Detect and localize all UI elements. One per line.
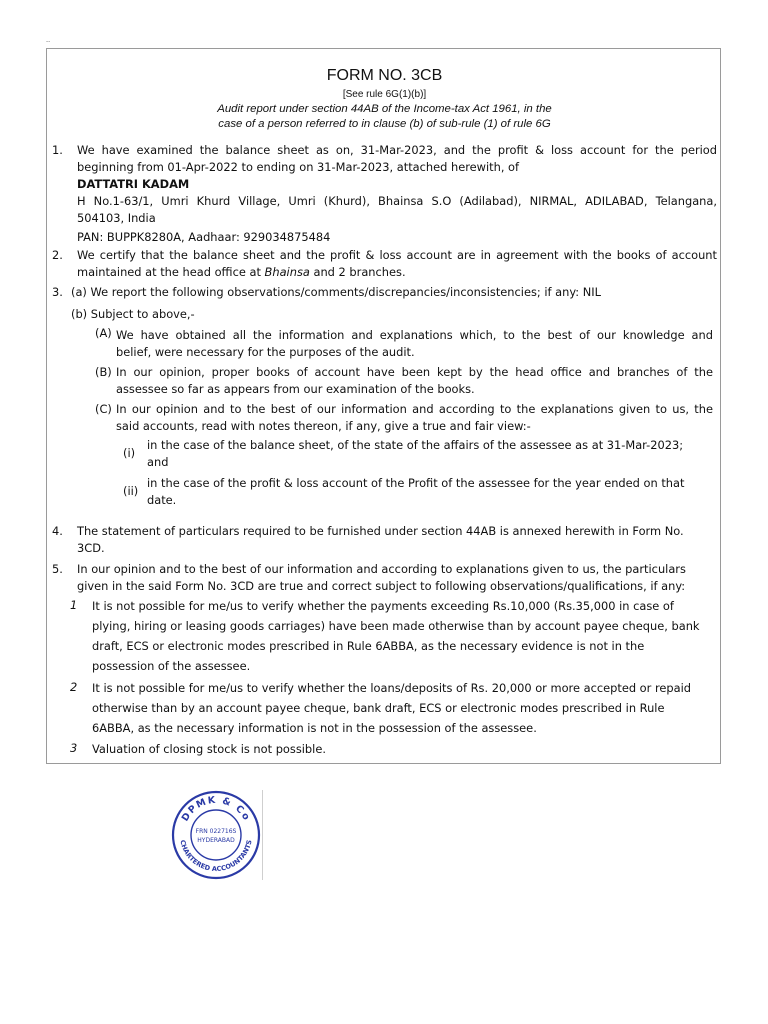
para-3C-ii-line-1: in the case of the profit & loss account of the Profit of the assessee for the year ended on that xyxy=(147,476,685,490)
qualification-2-number: 2 xyxy=(70,680,78,694)
para-3C-label: (C) xyxy=(95,402,112,416)
head-office-place: Bhainsa xyxy=(264,265,310,279)
para-5-number: 5. xyxy=(52,562,63,576)
assessee-address-line-2: 504103, India xyxy=(77,211,156,225)
para-2-line-2 xyxy=(77,264,406,281)
qualification-3-line-1: Valuation of closing stock is not possible. xyxy=(92,742,326,756)
para-3C-ii-label: (ii) xyxy=(123,484,139,498)
para-3C-ii-line-2: date. xyxy=(147,493,177,507)
para-5-line-2: given in the said Form No. 3CD are true and correct subject to following observations/qualifications, if any: xyxy=(77,579,686,593)
para-3C-i-label: (i) xyxy=(123,446,136,460)
qualification-1-line-2: plying, hiring or leasing goods carriages) have been made otherwise than by account payee cheque, bank xyxy=(92,619,700,633)
form-rule-reference: [See rule 6G(1)(b)] xyxy=(342,89,427,100)
qualification-2-line-1: It is not possible for me/us to verify whether the loans/deposits of Rs. 20,000 or more accepted or repaid xyxy=(92,681,691,695)
qualification-2-line-3: 6ABBA, as the necessary information is not in the possession of the assessee. xyxy=(92,721,537,735)
para-4-line-2: 3CD. xyxy=(77,541,105,555)
para-3C-i-line-2: and xyxy=(147,455,169,469)
qualification-1 xyxy=(92,596,700,676)
qualification-2-line-2: otherwise than by an account payee cheque, bank draft, ECS or electronic modes prescribed in Rule xyxy=(92,701,665,715)
para-3b-subject-to: (b) Subject to above,- xyxy=(71,307,195,321)
para-3C-line-1: In our opinion and to the best of our information and according to the explanations given to us, the xyxy=(116,402,713,416)
para-3B-line-1: In our opinion, proper books of account have been kept by the head office and branches of the xyxy=(116,365,713,379)
seal-city: HYDERABAD xyxy=(197,837,235,844)
qualification-1-line-4: possession of the assessee. xyxy=(92,659,251,673)
para-3-number: 3. xyxy=(52,285,63,299)
ca-firm-seal-stamp xyxy=(168,790,264,880)
assessee-name: DATTATRI KADAM xyxy=(77,177,190,191)
para-3A-line-1: We have obtained all the information and explanations which, to the best of our knowledge and xyxy=(116,328,713,342)
para-2-line-1: We certify that the balance sheet and the profit & loss account are in agreement with the books of account xyxy=(77,248,717,262)
qualification-1-line-3: draft, ECS or electronic modes prescribed in Rule 6ABBA, as the necessary evidence is not in the xyxy=(92,639,645,653)
qualification-3-number: 3 xyxy=(70,741,78,755)
para-3B-line-2: assessee so far as appears from our examination of the books. xyxy=(116,382,475,396)
page-edge-mark: -- xyxy=(46,38,51,45)
para-1-line-1: We have examined the balance sheet as on, 31-Mar-2023, and the profit & loss account for the period xyxy=(77,143,717,157)
qualification-1-line-1: It is not possible for me/us to verify whether the payments exceeding Rs.10,000 (Rs.35,000 in case of xyxy=(92,599,674,613)
para-3C-i-line-1: in the case of the balance sheet, of the state of the affairs of the assessee as at 31-Mar-2023; xyxy=(147,438,684,452)
form-subtitle xyxy=(47,102,722,132)
para-4-line-1: The statement of particulars required to be furnished under section 44AB is annexed herewith in Form No. xyxy=(77,524,684,538)
para-3B-label: (B) xyxy=(95,365,112,379)
para-3A-line-2: belief, were necessary for the purposes of the audit. xyxy=(116,345,415,359)
signature-divider xyxy=(262,790,263,880)
seal-frn: FRN 022716S xyxy=(195,828,237,835)
qualification-3 xyxy=(92,739,326,759)
form-title: FORM NO. 3CB xyxy=(326,67,443,84)
para-5-line-1: In our opinion and to the best of our information and according to explanations given to us, the particulars xyxy=(77,562,686,576)
assessee-pan-aadhaar: PAN: BUPPK8280A, Aadhaar: 929034875484 xyxy=(77,230,331,244)
form-subtitle-line-1: Audit report under section 44AB of the Income-tax Act 1961, in the xyxy=(217,103,552,115)
seal-firm-name: DPMK & Co xyxy=(179,794,253,824)
assessee-address-line-1: H No.1-63/1, Umri Khurd Village, Umri (Khurd), Bhainsa S.O (Adilabad), NIRMAL, ADILABAD, Telangana, xyxy=(77,194,717,208)
para-4-number: 4. xyxy=(52,524,63,538)
para-1-number: 1. xyxy=(52,143,63,157)
para-2-branches-text: and 2 branches. xyxy=(313,265,406,279)
para-2-number: 2. xyxy=(52,248,63,262)
para-3a-observations: (a) We report the following observations/comments/discrepancies/inconsistencies; if any: NIL xyxy=(71,285,601,299)
para-2-head-office-text: maintained at the head office at xyxy=(77,265,261,279)
para-3A-label: (A) xyxy=(95,326,112,340)
form-subtitle-line-2: case of a person referred to in clause (b) of sub-rule (1) of rule 6G xyxy=(218,118,551,130)
para-3C-line-2: said accounts, read with notes thereon, if any, give a true and fair view:- xyxy=(116,419,531,433)
qualification-2 xyxy=(92,678,691,738)
seal-designation: CHARTERED ACCOUNTANTS xyxy=(178,839,254,874)
qualification-1-number: 1 xyxy=(70,598,78,612)
para-1-line-2: beginning from 01-Apr-2022 to ending on 31-Mar-2023, attached herewith, of xyxy=(77,160,520,174)
